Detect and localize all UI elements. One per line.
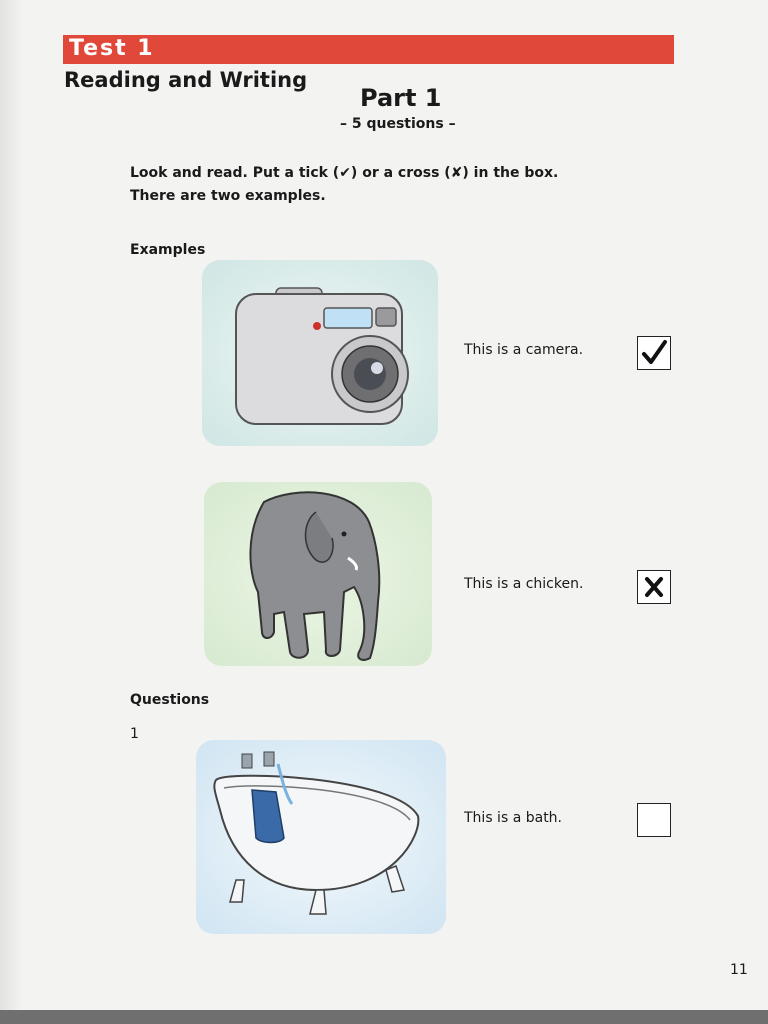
test-banner: [63, 35, 674, 64]
question-1-answer-box[interactable]: [637, 803, 671, 837]
tick-icon: [638, 337, 670, 369]
part-title: Part 1: [360, 84, 442, 112]
example-2-answer-box: [637, 570, 671, 604]
test-label: Test 1: [69, 36, 155, 61]
part-subtitle: – 5 questions –: [340, 116, 456, 132]
questions-heading: Questions: [130, 692, 210, 708]
example-2-sentence: This is a chicken.: [464, 576, 584, 592]
section-title: Reading and Writing: [64, 68, 308, 92]
elephant-picture: [204, 482, 432, 666]
question-1-number: 1: [130, 726, 139, 742]
bath-picture: [196, 740, 446, 934]
page-edge: [0, 0, 22, 1024]
cross-icon: [638, 571, 670, 603]
camera-picture: [202, 260, 438, 446]
bottom-bar: [0, 1010, 768, 1024]
example-1-answer-box: [637, 336, 671, 370]
instruction-line-1: Look and read. Put a tick (✔) or a cross (✘) in the box.: [130, 165, 559, 181]
page-number: 11: [730, 962, 748, 978]
question-1-sentence: This is a bath.: [464, 810, 562, 826]
example-1-sentence: This is a camera.: [464, 342, 584, 358]
examples-heading: Examples: [130, 242, 206, 258]
instruction-line-2: There are two examples.: [130, 188, 326, 204]
